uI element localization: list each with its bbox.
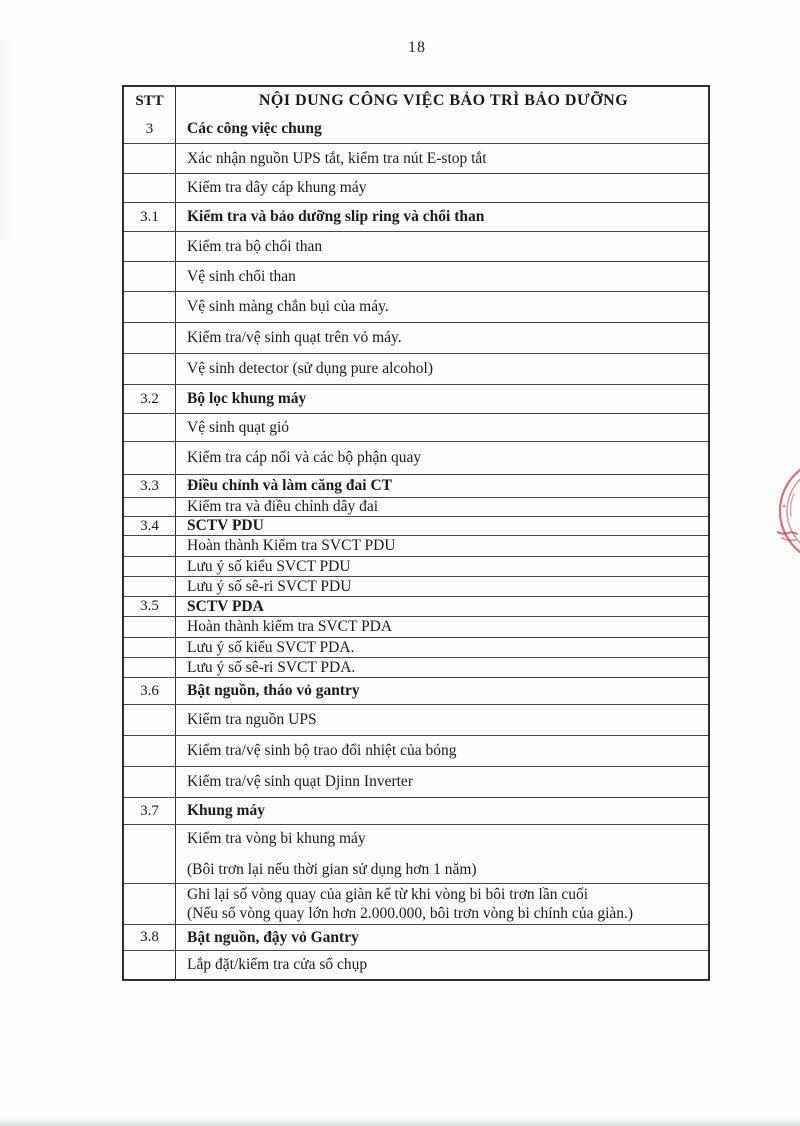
row-number-cell: [124, 951, 176, 979]
scan-artifact-smudge: [0, 40, 14, 240]
row-content-cell: [176, 414, 708, 441]
row-text: Lưu ý số kiểu SVCT PDA.: [187, 638, 355, 656]
row-text: Các công việc chung: [187, 120, 322, 138]
row-number-cell: [124, 658, 176, 677]
row-number-cell: [124, 262, 176, 291]
row-number-cell: [124, 705, 176, 735]
row-text: Kiểm tra dây cáp khung máy: [187, 179, 367, 197]
table-row: [124, 261, 708, 291]
row-content-cell: [176, 798, 708, 824]
row-number-cell: 3.3: [124, 475, 176, 497]
row-text: Kiểm tra/vệ sinh quạt trên vỏ máy.: [187, 329, 402, 347]
table-row: [124, 576, 708, 596]
row-content-cell: [176, 557, 708, 576]
row-content-cell: [176, 536, 708, 556]
row-number-cell: 3.8: [124, 925, 176, 950]
row-text: Kiểm tra/vệ sinh bộ trao đổi nhiệt của bóng: [187, 742, 457, 760]
table-row: [124, 516, 708, 535]
row-text: Bật nguồn, tháo vỏ gantry: [187, 682, 360, 700]
row-text: Kiểm tra/vệ sinh quạt Djinn Inverter: [187, 773, 413, 791]
table-row: [124, 384, 708, 413]
row-text: Kiểm tra vòng bi khung máy: [187, 829, 366, 847]
table-row: [124, 677, 708, 704]
row-content-cell: [176, 354, 708, 384]
table-row: [124, 950, 708, 979]
row-content-cell: [176, 232, 708, 261]
table-row: [124, 735, 708, 766]
row-content-cell: [176, 638, 708, 657]
row-number-cell: [124, 442, 176, 474]
row-number-cell: 3: [124, 115, 176, 143]
row-number-cell: [124, 557, 176, 576]
row-number-cell: 3.1: [124, 203, 176, 231]
row-text: Bật nguồn, đậy vỏ Gantry: [187, 928, 359, 946]
row-text: Vệ sinh màng chắn bụi của máy.: [187, 298, 389, 316]
row-text: Kiểm tra nguồn UPS: [187, 711, 317, 729]
row-text: Lưu ý số sê-ri SVCT PDA.: [187, 658, 356, 676]
table-row: [124, 824, 708, 883]
row-number-cell: 3.2: [124, 385, 176, 413]
table-row: [124, 413, 708, 441]
table-row: [124, 924, 708, 950]
row-number-cell: [124, 354, 176, 384]
table-row: [124, 766, 708, 797]
row-text: Kiểm tra bộ chổi than: [187, 237, 323, 255]
row-content-cell: [176, 292, 708, 322]
row-text: Kiểm tra cáp nối và các bộ phận quay: [187, 449, 422, 467]
row-content-cell: [176, 658, 708, 677]
table-row: [124, 556, 708, 576]
row-number-cell: 3.5: [124, 597, 176, 616]
table-row: [124, 441, 708, 474]
row-content-cell: [176, 174, 708, 202]
row-content-cell: [176, 736, 708, 766]
row-number-cell: [124, 767, 176, 797]
row-text-secondary: (Nếu số vòng quay lớn hơn 2.000.000, bôi trơn vòng bi chính của giàn.): [187, 905, 634, 922]
table-row: [124, 616, 708, 637]
row-text: Lưu ý số sê-ri SVCT PDU: [187, 577, 352, 595]
row-content-cell: [176, 442, 708, 474]
row-text: Ghi lại số vòng quay của giàn kể từ khi vòng bi bôi trơn lần cuối: [187, 885, 589, 903]
row-number-cell: [124, 536, 176, 556]
row-text: Bộ lọc khung máy: [187, 390, 307, 408]
table-header-stt: STT: [124, 87, 176, 115]
row-text: Kiểm tra và bảo dưỡng slip ring và chổi than: [187, 208, 485, 226]
row-number-cell: [124, 577, 176, 596]
table-header-row: [124, 87, 708, 115]
row-content-cell: [176, 203, 708, 231]
table-row: [124, 704, 708, 735]
row-text: Điều chỉnh và làm căng đai CT: [187, 477, 392, 495]
row-content-cell: [176, 617, 708, 637]
maintenance-checklist-table: [122, 85, 710, 981]
row-number-cell: [124, 736, 176, 766]
table-row: [124, 497, 708, 516]
row-text: Vệ sinh detector (sử dụng pure alcohol): [187, 360, 433, 378]
row-text: Lưu ý số kiểu SVCT PDU: [187, 557, 351, 575]
page-number: 18: [408, 39, 426, 56]
table-row: [124, 202, 708, 231]
row-number-cell: [124, 174, 176, 202]
row-content-cell: [176, 517, 708, 535]
row-number-cell: [124, 292, 176, 322]
row-number-cell: 3.4: [124, 517, 176, 535]
row-number-cell: [124, 825, 176, 883]
row-number-cell: [124, 323, 176, 353]
row-content-cell: [176, 767, 708, 797]
row-number-cell: [124, 144, 176, 173]
row-text: Lắp đặt/kiểm tra cửa sổ chụp: [187, 956, 368, 974]
row-text: Kiểm tra và điều chỉnh dây đai: [187, 498, 379, 516]
table-row: [124, 797, 708, 824]
row-content-cell: [176, 144, 708, 173]
row-content-cell: [176, 825, 708, 883]
table-row: [124, 353, 708, 384]
row-content-cell: [176, 115, 708, 143]
table-row: [124, 474, 708, 497]
row-text: Vệ sinh chổi than: [187, 267, 296, 285]
row-content-cell: [176, 597, 708, 616]
row-number-cell: [124, 884, 176, 924]
row-text: SCTV PDA: [187, 597, 264, 615]
row-text: SCTV PDU: [187, 517, 264, 535]
row-content-cell: [176, 884, 708, 924]
row-number-cell: [124, 232, 176, 261]
table-row: [124, 322, 708, 353]
row-text: Khung máy: [187, 802, 265, 820]
table-row: [124, 231, 708, 261]
table-header-content: NỘI DUNG CÔNG VIỆC BẢO TRÌ BẢO DƯỠNG: [258, 92, 629, 110]
table-row: [124, 637, 708, 657]
row-content-cell: [176, 577, 708, 596]
scan-artifact-bottom-edge: [0, 1116, 800, 1126]
table-row: [124, 596, 708, 616]
row-text: Xác nhận nguồn UPS tắt, kiểm tra nút E-stop tắt: [187, 149, 487, 167]
table-row: [124, 173, 708, 202]
row-content-cell: [176, 705, 708, 735]
table-row: [124, 143, 708, 173]
row-number-cell: 3.6: [124, 678, 176, 704]
row-content-cell: [176, 951, 708, 979]
table-row: [124, 115, 708, 143]
row-content-cell: [176, 385, 708, 413]
row-content-cell: [176, 678, 708, 704]
row-text-secondary: (Bôi trơn lại nếu thời gian sử dụng hơn 1 năm): [187, 861, 477, 878]
table-body: [124, 115, 708, 979]
row-number-cell: 3.7: [124, 798, 176, 824]
table-row: [124, 657, 708, 677]
row-content-cell: [176, 498, 708, 516]
row-text: Hoàn thành Kiểm tra SVCT PDU: [187, 537, 396, 555]
row-number-cell: [124, 498, 176, 516]
row-number-cell: [124, 638, 176, 657]
row-content-cell: [176, 475, 708, 497]
red-circular-stamp-partial: [770, 458, 800, 570]
table-row: [124, 883, 708, 924]
row-text: Hoàn thành kiểm tra SVCT PDA: [187, 618, 393, 636]
row-text: Vệ sinh quạt gió: [187, 418, 290, 436]
table-row: [124, 535, 708, 556]
row-number-cell: [124, 617, 176, 637]
row-content-cell: [176, 262, 708, 291]
row-content-cell: [176, 925, 708, 950]
row-content-cell: [176, 323, 708, 353]
table-row: [124, 291, 708, 322]
row-number-cell: [124, 414, 176, 441]
